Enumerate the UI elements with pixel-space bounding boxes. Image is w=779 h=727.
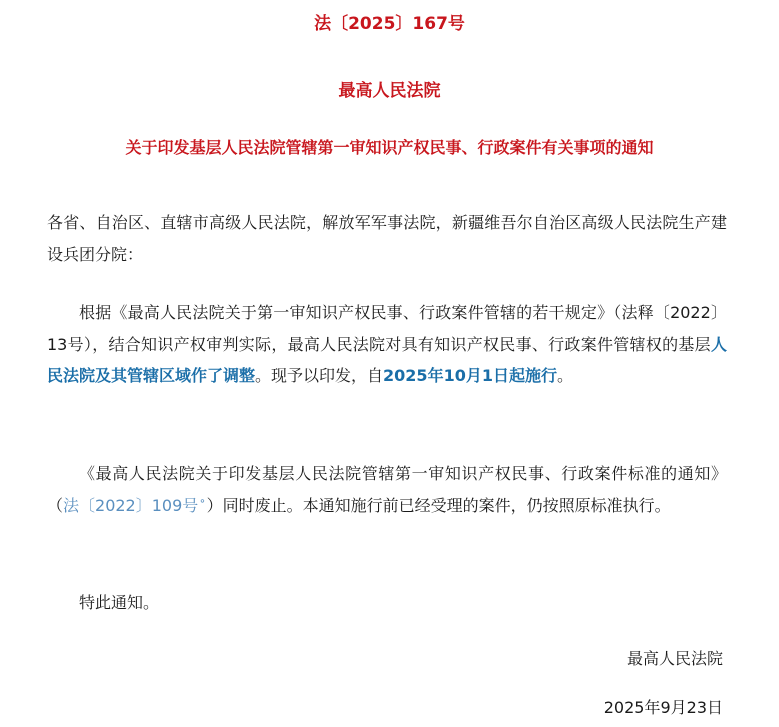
referenced-document-link[interactable]: 法〔2022〕109号 bbox=[63, 495, 199, 515]
main-paragraph bbox=[47, 297, 727, 392]
highlight-jurisdiction-adjustment: 人民法院及其管辖区域作了调整 bbox=[47, 334, 727, 385]
main-text-1: 根据《最高人民法院关于第一审知识产权民事、行政案件管辖的若干规定》（法释〔2022〕13号），结合知识产权审判实际，最高人民法院对具有知识产权民事、行政案件管辖权的基层 bbox=[47, 303, 727, 354]
closing-paragraph: 特此通知。 bbox=[79, 593, 160, 612]
notice-title: 关于印发基层人民法院管辖第一审知识产权民事、行政案件有关事项的通知 bbox=[125, 138, 654, 157]
abolish-text-1: 《最高人民法院关于印发基层人民法院管辖第一审知识产权民事、行政案件标准的通知》（ bbox=[47, 464, 727, 515]
main-text-3: 。 bbox=[556, 366, 573, 385]
document-number: 法〔2025〕167号 bbox=[314, 14, 465, 34]
issue-date: 2025年9月23日 bbox=[603, 698, 723, 717]
issuer-heading: 最高人民法院 bbox=[338, 81, 441, 101]
main-text-2: 。现予以印发，自 bbox=[255, 366, 384, 385]
abolish-text-2: ）同时废止。本通知施行前已经受理的案件，仍按照原标准执行。 bbox=[206, 495, 671, 515]
signature-issuer: 最高人民法院 bbox=[626, 649, 723, 668]
link-icon[interactable]: ⚬ bbox=[198, 496, 207, 508]
addressee-paragraph: 各省、自治区、直辖市高级人民法院，解放军军事法院，新疆维吾尔自治区高级人民法院生产建设兵团分院： bbox=[47, 213, 727, 264]
highlight-effective-date: 2025年10月1日起施行 bbox=[383, 366, 557, 385]
abolish-paragraph bbox=[47, 458, 727, 521]
